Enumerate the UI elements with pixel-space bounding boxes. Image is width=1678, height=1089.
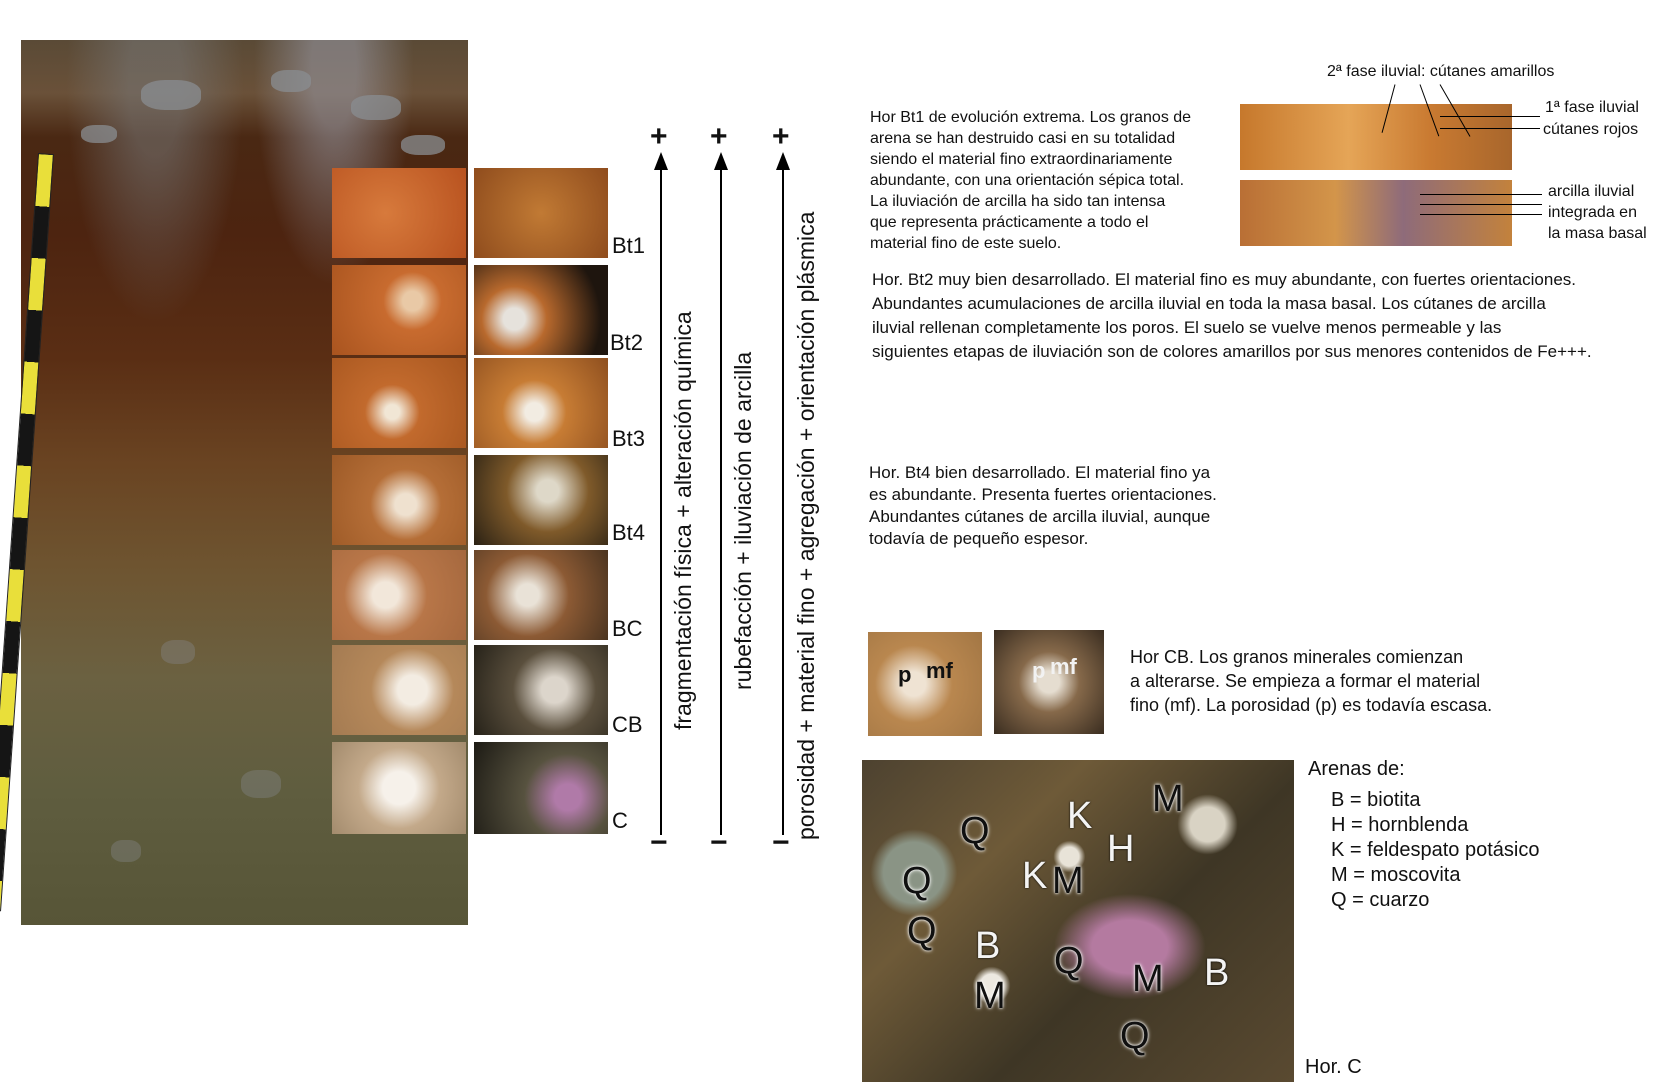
- mineral-b: B: [1204, 952, 1230, 994]
- bt1-micrograph-clay: [1240, 180, 1512, 246]
- mineral-m: M: [1152, 778, 1184, 820]
- bt2-description: [872, 268, 1592, 364]
- minus-sign-3: −: [772, 826, 790, 859]
- bt2-line: Abundantes acumulaciones de arcilla iluvial en toda la masa basal. Los cútanes de arcilla: [872, 294, 1546, 313]
- mineral-b: B: [975, 925, 1001, 967]
- cb-description: [1130, 645, 1492, 717]
- mineral-q: Q: [960, 810, 990, 852]
- mineral-m: M: [1052, 860, 1084, 902]
- bt1-description: [870, 107, 1191, 254]
- arrow-weathering: [660, 168, 662, 835]
- thin-section-bt1-ppl: [332, 168, 466, 258]
- horizon-label-bt2: Bt2: [610, 330, 644, 355]
- thin-section-c-xpl: [474, 742, 608, 834]
- thin-section-bt2-xpl: [474, 265, 608, 355]
- bt4-line: todavía de pequeño espesor.: [869, 529, 1089, 548]
- thin-section-cb-xpl: [474, 645, 608, 735]
- horizon-label-cb: CB: [612, 712, 643, 737]
- thin-section-bt4-xpl: [474, 455, 608, 545]
- label-mf: mf: [1050, 654, 1077, 679]
- mineral-q: Q: [1054, 940, 1084, 982]
- thin-section-bc-ppl: [332, 550, 466, 640]
- cb-micrograph-xpl: [994, 630, 1104, 734]
- bt1-line: Hor Bt1 de evolución extrema. Los granos de: [870, 109, 1192, 126]
- horizon-label-bc: BC: [612, 616, 643, 641]
- legend-item: K = feldespato potásico: [1331, 839, 1540, 861]
- arrow-label-weathering: fragmentación física + alteración química: [670, 311, 696, 730]
- label-mf: mf: [926, 658, 953, 683]
- bt4-description: [869, 462, 1217, 550]
- bt1-line: arena se han destruido casi en su totalidad: [870, 130, 1176, 147]
- thin-section-bt3-ppl: [332, 358, 466, 448]
- mineral-legend: [1331, 788, 1539, 913]
- leader-line: [1440, 116, 1540, 117]
- annotation-illuvial-clay: arcilla iluvial: [1548, 183, 1635, 200]
- arrow-porosity: [782, 168, 784, 835]
- plus-sign-3: +: [772, 120, 790, 153]
- minus-sign-2: −: [710, 826, 728, 859]
- plus-sign-2: +: [710, 120, 728, 153]
- bt2-line: iluvial rellenan completamente los poros. El suelo se vuelve menos permeable y las: [872, 318, 1502, 337]
- bt1-line: que representa prácticamente a todo el: [870, 214, 1149, 231]
- thin-section-cb-ppl: [332, 645, 466, 735]
- cb-line: a alterarse. Se empieza a formar el material: [1130, 671, 1481, 691]
- mineral-q: Q: [1120, 1015, 1150, 1057]
- annotation-red-cutans: cútanes rojos: [1543, 121, 1639, 138]
- legend-item: H = hornblenda: [1331, 814, 1469, 836]
- thin-section-bt3-xpl: [474, 358, 608, 448]
- bt1-micrograph-cutans: [1240, 104, 1512, 170]
- mineral-h: H: [1107, 828, 1135, 870]
- mineral-q: Q: [907, 910, 937, 952]
- legend-item: M = moscovita: [1331, 864, 1461, 886]
- thin-section-c-ppl: [332, 742, 466, 834]
- label-p: p: [1032, 658, 1046, 683]
- legend-item: B = biotita: [1331, 789, 1421, 811]
- mineral-m: M: [974, 975, 1006, 1017]
- arrow-label-rubefaction: rubefacción + iluviación de arcilla: [730, 351, 756, 690]
- bt1-line: material fino de este suelo.: [870, 235, 1062, 252]
- annotation-second-phase: 2ª fase iluvial: cútanes amarillos: [1327, 63, 1555, 80]
- mineral-m: M: [1132, 958, 1164, 1000]
- c-horizon-micrograph: [862, 760, 1294, 1082]
- label-p: p: [898, 662, 912, 687]
- mineral-k: K: [1022, 855, 1048, 897]
- thin-section-bc-xpl: [474, 550, 608, 640]
- leader-line: [1420, 204, 1542, 205]
- cb-line: fino (mf). La porosidad (p) es todavía escasa.: [1130, 695, 1493, 715]
- cb-line: Hor CB. Los granos minerales comienzan: [1130, 647, 1464, 667]
- mineral-q: Q: [902, 860, 932, 902]
- thin-section-bt2-ppl: [332, 265, 466, 355]
- thin-section-bt4-ppl: [332, 455, 466, 545]
- arrow-rubefaction: [720, 168, 722, 835]
- bt1-line: siendo el material fino extraordinariamente: [870, 151, 1173, 168]
- bt4-line: es abundante. Presenta fuertes orientaciones.: [869, 485, 1217, 504]
- legend-title: Arenas de:: [1308, 758, 1405, 780]
- bt1-line: abundante, con una orientación sépica total.: [870, 172, 1185, 189]
- annotation-integrated: integrada en: [1548, 204, 1637, 221]
- c-horizon-caption: Hor. C: [1305, 1056, 1362, 1078]
- plus-sign-1: +: [650, 120, 668, 153]
- minus-sign-1: −: [650, 826, 668, 859]
- leader-line: [1420, 214, 1542, 215]
- bt1-line: La iluviación de arcilla ha sido tan intensa: [870, 193, 1166, 210]
- leader-line: [1440, 128, 1540, 129]
- annotation-first-phase: 1ª fase iluvial: [1545, 99, 1639, 116]
- leader-line: [1420, 194, 1542, 195]
- cb-micrograph-ppl: [868, 632, 982, 736]
- mineral-k: K: [1067, 795, 1093, 837]
- horizon-label-bt1: Bt1: [612, 233, 646, 258]
- bt4-line: Abundantes cútanes de arcilla iluvial, aunque: [869, 507, 1211, 526]
- bt2-line: Hor. Bt2 muy bien desarrollado. El material fino es muy abundante, con fuertes orientaciones.: [872, 270, 1576, 289]
- bt2-line: siguientes etapas de iluviación son de colores amarillos por sus menores contenidos de Fe+++.: [872, 342, 1592, 361]
- bt4-line: Hor. Bt4 bien desarrollado. El material fino ya: [869, 463, 1211, 482]
- horizon-label-bt4: Bt4: [612, 520, 646, 545]
- legend-item: Q = cuarzo: [1331, 889, 1430, 911]
- arrow-label-porosity: porosidad + material fino + agregación + orientación plásmica: [793, 211, 819, 840]
- thin-section-bt1-xpl: [474, 168, 608, 258]
- annotation-basal-mass: la masa basal: [1548, 225, 1647, 242]
- horizon-label-c: C: [612, 808, 628, 833]
- horizon-label-bt3: Bt3: [612, 426, 646, 451]
